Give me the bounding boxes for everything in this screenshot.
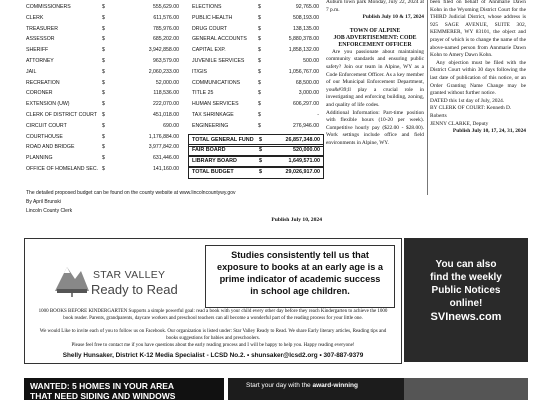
budget-cell: $	[102, 36, 105, 43]
budget-cell: 222,070.00	[153, 101, 179, 108]
logo-title: STAR VALLEY	[93, 269, 166, 281]
budget-cell: FAIR BOARD	[192, 147, 226, 154]
legal-column-a	[326, 0, 424, 148]
budget-cell: $	[102, 133, 105, 140]
quote-box	[205, 245, 395, 308]
budget-cell: $	[102, 4, 105, 10]
notice-text: Any objection must be filed with the District Court within 30 days following the last date of publication of this notice, or an Order Granting Name Change may be granted without further notice.	[430, 59, 526, 97]
budget-cell: $	[258, 112, 261, 118]
budget-cell: COMMISSIONERS	[26, 4, 71, 10]
budget-cell: 3,000.00	[298, 90, 319, 97]
publish-line: Publish July 10, 17, 24, 31, 2024	[452, 128, 526, 135]
column-rule	[427, 0, 428, 195]
budget-cell: TREASURER	[26, 25, 58, 32]
budget-cell: JAIL	[26, 68, 37, 75]
publish-line: Publish July 10 & 17, 2024	[362, 14, 424, 21]
budget-cell: CLERK OF DISTRICT COURT	[26, 112, 97, 118]
budget-cell: $	[259, 169, 262, 175]
budget-cell: 1,056,767.00	[288, 68, 319, 75]
ad-paragraph: We would Like to invite each of you to follow us on Facebook. Our organization is listed under: Star Valley Ready to Read. We share Early literary articles, Reading tips and books suggestions for babies and preschoolers.	[39, 329, 387, 341]
budget-cell: 3,977,842.00	[148, 144, 179, 151]
budget-cell: $	[258, 14, 261, 21]
budget-cell: ASSESSOR	[26, 36, 55, 43]
ready-to-read-logo	[45, 253, 200, 305]
notice-heading: TOWN OF ALPINE	[349, 27, 401, 34]
budget-cell: $	[102, 112, 105, 118]
budget-cell: 685,202.00	[153, 36, 179, 43]
budget-cell: TITLE 25	[192, 90, 214, 97]
notice-text: Auburn town park Monday, July 22, 2024 at 7 p.m.	[326, 0, 424, 13]
budget-cell: ATTORNEY	[26, 58, 54, 64]
budget-cell: $	[102, 47, 105, 54]
svi-line: online!	[449, 298, 483, 309]
budget-cell: 555,629.00	[153, 4, 179, 10]
notice-text: Additional Information: Part-time position with flexible hours (10-20 per week). Competitive hourly pay ($22.00 - $28.00). Work settings include office and field environments in Alpine, WY.	[326, 109, 424, 146]
budget-cell: $	[258, 25, 261, 32]
budget-cell: SHERIFF	[26, 47, 49, 54]
budget-cell: 118,536.00	[153, 90, 179, 97]
quote-line: exposure to books at an early age is a	[217, 262, 383, 272]
budget-cell: $	[102, 58, 105, 64]
siding-ad-line: THAT NEED SIDING AND WINDOWS	[30, 391, 176, 401]
budget-cell: $	[259, 147, 262, 154]
budget-note: By April Brunski	[26, 199, 62, 205]
budget-cell: TOTAL BUDGET	[192, 169, 234, 175]
legal-column-b	[430, 0, 526, 136]
quote-line: in school age children.	[250, 286, 350, 296]
budget-cell: $	[102, 90, 105, 97]
budget-cell: 451,018.00	[153, 112, 179, 118]
notice-text: JENNY CLARKE, Deputy	[430, 120, 489, 127]
budget-cell: 3,942,858.00	[148, 47, 179, 54]
budget-cell: COMMUNICATIONS	[192, 79, 241, 86]
notice-text: BY CLERK OF COURT: Kenneth D. Roberts	[430, 105, 512, 119]
notice-text: Are you passionate about maintaining community standards and ensuring public safety? Join our team in Alpine, WY as a Code Enforcement Officer. As a key member of our Municipal Enforcement Department, you&#39;ll play a crucial role in investigating and enforcing building, zoning, and quality of life codes.	[326, 48, 424, 108]
budget-cell: OFFICE OF HOMELAND SEC.	[26, 166, 99, 172]
budget-cell: $	[258, 36, 261, 43]
budget-cell: 631,446.00	[153, 155, 179, 162]
budget-cell: TOTAL GENERAL FUND	[192, 136, 254, 143]
budget-cell: 1,858,132.00	[288, 47, 319, 54]
budget-cell: CAPITAL EXP.	[192, 47, 226, 54]
budget-cell: $	[258, 58, 261, 64]
budget-cell: $	[258, 122, 261, 129]
logo-subtitle: Ready to Read	[91, 282, 178, 297]
budget-cell: 606,297.00	[293, 101, 319, 108]
budget-cell: PUBLIC HEALTH	[192, 14, 233, 21]
budget-note: The detailed proposed budget can be found on the county website at www.lincolncountywy.gov	[26, 190, 236, 196]
svi-line: find the weekly	[430, 272, 502, 283]
budget-cell: $	[102, 25, 105, 32]
budget-cell: $	[259, 136, 262, 143]
budget-cell: $	[102, 68, 105, 75]
ad-paragraph: Please feel free to contact me if you have questions about the early reading process and I will be happy to help you. Happy reading everyone!	[71, 343, 355, 348]
notice-heading: JOB ADVERTISEMENT: CODE ENFORCEMENT OFFICER	[333, 34, 417, 48]
budget-cell: DRUG COURT	[192, 25, 228, 32]
budget-cell: 963,579.00	[153, 58, 179, 64]
budget-cell: $	[102, 122, 105, 129]
quote-line: Studies consistently tell us that	[231, 250, 369, 260]
budget-cell: LIBRARY BOARD	[192, 158, 237, 165]
budget-cell: CORONER	[26, 90, 53, 97]
budget-cell: IT/GIS	[192, 68, 207, 75]
notice-text: been filed on behalf of Annmarie Dawn Kohn in the Wyoming District Court for the THIRD Judicial District, whose address is 925 SAGE AVENUE, SUITE 302, KEMMERER, WY 83101, the object and prayer of which is to change the name of the above-named person from Annmarie Dawn Kohn to Amery Dawn Kohn.	[430, 0, 526, 59]
budget-cell: GENERAL ACCOUNTS	[192, 36, 247, 43]
budget-cell: -	[317, 112, 319, 118]
budget-cell: CIRCUIT COURT	[26, 122, 67, 129]
budget-cell: EXTENSION (UW)	[26, 101, 70, 108]
budget-cell: 68,500.00	[295, 79, 319, 86]
budget-cell: 92,765.00	[295, 4, 319, 10]
ready-to-read-ad	[24, 238, 402, 364]
budget-cell: 2,060,233.00	[148, 68, 179, 75]
svinews-ad	[404, 238, 528, 362]
ad-text: Start your day with the	[246, 382, 313, 389]
budget-cell: 785,976.00	[153, 25, 179, 32]
budget-note: Lincoln County Clerk	[26, 208, 73, 214]
ad-paragraph: 1000 BOOKS BEFORE KINDERGARTEN Supports a simple powerful goal: read a book with your child every other day before they reach Kindergarten to achieve the 1000 book reader. Parents, grandparents, daycare workers and preschool teachers can all become a wonderful part of the reading process for your little one.	[38, 309, 388, 321]
budget-cell: TAX SHRINKAGE	[192, 112, 234, 118]
newspaper-ad	[228, 378, 408, 400]
budget-cell: $	[259, 158, 262, 165]
quote-line: prime indicator of academic success	[219, 274, 381, 284]
budget-cell: 276,946.00	[293, 122, 319, 129]
budget-cell: 1,176,884.00	[148, 133, 179, 140]
budget-cell: ELECTIONS	[192, 4, 222, 10]
budget-cell: $	[258, 68, 261, 75]
budget-cell: $	[258, 47, 261, 54]
budget-cell: 29,026,917.00	[285, 169, 320, 175]
budget-cell: JUVENILE SERVICES	[192, 58, 245, 64]
budget-cell: $	[102, 144, 105, 151]
publish-line: Publish July 10, 2024	[271, 217, 322, 223]
budget-cell: 138,135.00	[293, 25, 319, 32]
budget-total-row	[188, 166, 324, 179]
budget-cell: $	[258, 90, 261, 97]
svi-line: You can also	[435, 259, 497, 270]
budget-cell: $	[258, 79, 261, 86]
budget-cell: ROAD AND BRIDGE	[26, 144, 75, 151]
budget-cell: $	[258, 101, 261, 108]
budget-cell: $	[258, 4, 261, 10]
svi-url[interactable]: SVInews.com	[430, 311, 502, 323]
budget-cell: 141,160.00	[153, 166, 179, 172]
budget-cell: RECREATION	[26, 79, 60, 86]
budget-cell: $	[102, 14, 105, 21]
budget-cell: 611,576.00	[153, 14, 179, 21]
budget-cell: 26,857,348.00	[285, 136, 320, 143]
budget-cell: PLANNING	[26, 155, 53, 162]
budget-cell: 508,193.00	[293, 14, 319, 21]
budget-cell: COURTHOUSE	[26, 133, 63, 140]
budget-cell: $	[102, 79, 105, 86]
mountain-book-icon	[55, 259, 89, 299]
siding-ad-line: WANTED: 5 HOMES IN YOUR AREA	[30, 381, 175, 391]
budget-cell: 500.00	[303, 58, 319, 64]
budget-cell: CLERK	[26, 14, 44, 21]
budget-cell: $	[102, 155, 105, 162]
budget-cell: HUMAN SERVICES	[192, 101, 239, 108]
budget-table	[24, 0, 324, 225]
budget-cell: $	[102, 166, 105, 172]
budget-cell: 52,000.00	[155, 79, 179, 86]
budget-cell: 690.00	[163, 122, 179, 129]
budget-cell: 520,000.00	[293, 147, 320, 154]
ad-text-bold: award-winning	[312, 382, 358, 389]
notice-text: DATED this 1st day of July, 2024.	[430, 97, 505, 104]
budget-cell: ENGINEERING	[192, 122, 229, 129]
budget-cell: $	[102, 101, 105, 108]
ad-contact: Shelly Hunsaker, District K-12 Media Specialist - LCSD No.2. • shunsaker@lcsd2.org • 307-887-9379	[62, 352, 364, 359]
budget-cell: 1,649,571.00	[288, 158, 320, 165]
ad-photo	[404, 378, 528, 400]
svi-line: Public Notices	[431, 285, 501, 296]
budget-cell: 5,880,378.00	[288, 36, 319, 43]
